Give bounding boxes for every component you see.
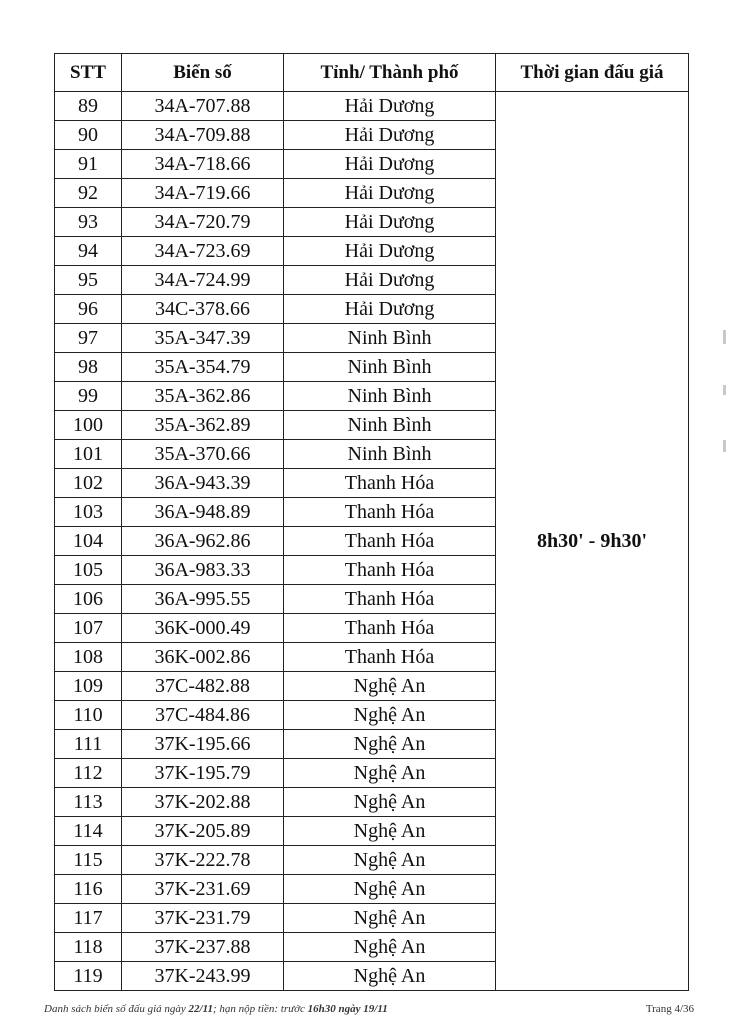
cell-stt: 91 [55,150,122,179]
cell-plate-number: 36K-000.49 [122,614,284,643]
cell-province: Ninh Bình [284,353,496,382]
cell-stt: 105 [55,556,122,585]
cell-province: Hải Dương [284,92,496,121]
cell-province: Nghệ An [284,817,496,846]
cell-plate-number: 37K-195.66 [122,730,284,759]
cell-stt: 92 [55,179,122,208]
cell-plate-number: 36A-948.89 [122,498,284,527]
footer-note-middle: ; hạn nộp tiền: trước [212,1003,308,1015]
cell-stt: 115 [55,846,122,875]
cell-stt: 98 [55,353,122,382]
cell-plate-number: 36A-962.86 [122,527,284,556]
cell-plate-number: 34A-709.88 [122,121,284,150]
cell-stt: 89 [55,92,122,121]
cell-plate-number: 37K-237.88 [122,933,284,962]
cell-plate-number: 37K-243.99 [122,962,284,991]
cell-plate-number: 37K-222.78 [122,846,284,875]
cell-province: Nghệ An [284,672,496,701]
footer-deadline: 16h30 ngày 19/11 [307,1003,388,1015]
cell-province: Hải Dương [284,208,496,237]
cell-province: Thanh Hóa [284,527,496,556]
page-footer [44,1003,694,1021]
cell-stt: 106 [55,585,122,614]
table-body [55,92,689,991]
cell-plate-number: 36A-995.55 [122,585,284,614]
footer-note-prefix: Danh sách biển số đấu giá ngày [44,1003,189,1015]
cell-province: Nghệ An [284,933,496,962]
cell-plate-number: 36K-002.86 [122,643,284,672]
cell-plate-number: 34A-719.66 [122,179,284,208]
header-province: Tỉnh/ Thành phố [284,54,496,92]
auction-time-cell: 8h30' - 9h30' [496,92,689,991]
cell-province: Nghệ An [284,730,496,759]
cell-province: Nghệ An [284,788,496,817]
header-stt: STT [55,54,122,92]
cell-plate-number: 35A-362.86 [122,382,284,411]
cell-plate-number: 34C-378.66 [122,295,284,324]
scan-edge-mark [723,330,726,344]
cell-province: Nghệ An [284,875,496,904]
cell-plate-number: 34A-723.69 [122,237,284,266]
cell-stt: 110 [55,701,122,730]
cell-plate-number: 37C-484.86 [122,701,284,730]
license-plate-table [54,53,689,991]
cell-stt: 107 [55,614,122,643]
cell-plate-number: 37K-205.89 [122,817,284,846]
cell-stt: 116 [55,875,122,904]
cell-province: Thanh Hóa [284,643,496,672]
cell-province: Nghệ An [284,904,496,933]
footer-auction-date: 22/11 [188,1003,213,1015]
cell-plate-number: 35A-370.66 [122,440,284,469]
cell-province: Thanh Hóa [284,614,496,643]
cell-plate-number: 37C-482.88 [122,672,284,701]
cell-stt: 112 [55,759,122,788]
cell-stt: 117 [55,904,122,933]
cell-stt: 103 [55,498,122,527]
header-auction-time: Thời gian đấu giá [496,54,689,92]
cell-province: Hải Dương [284,121,496,150]
cell-plate-number: 37K-231.79 [122,904,284,933]
cell-province: Thanh Hóa [284,469,496,498]
header-plate-number: Biển số [122,54,284,92]
cell-stt: 118 [55,933,122,962]
cell-province: Ninh Bình [284,382,496,411]
cell-stt: 119 [55,962,122,991]
cell-province: Nghệ An [284,701,496,730]
cell-province: Hải Dương [284,150,496,179]
cell-plate-number: 34A-724.99 [122,266,284,295]
cell-plate-number: 34A-720.79 [122,208,284,237]
cell-stt: 101 [55,440,122,469]
cell-stt: 109 [55,672,122,701]
cell-stt: 111 [55,730,122,759]
page-number: Trang 4/36 [645,1003,694,1015]
cell-stt: 108 [55,643,122,672]
cell-plate-number: 37K-231.69 [122,875,284,904]
cell-stt: 97 [55,324,122,353]
cell-province: Hải Dương [284,266,496,295]
cell-plate-number: 36A-943.39 [122,469,284,498]
cell-stt: 90 [55,121,122,150]
cell-plate-number: 37K-202.88 [122,788,284,817]
cell-stt: 104 [55,527,122,556]
scan-edge-mark [723,440,726,452]
cell-province: Nghệ An [284,846,496,875]
cell-stt: 100 [55,411,122,440]
cell-stt: 99 [55,382,122,411]
table-header-row [55,54,689,92]
cell-plate-number: 34A-707.88 [122,92,284,121]
cell-province: Thanh Hóa [284,556,496,585]
cell-province: Nghệ An [284,962,496,991]
cell-stt: 94 [55,237,122,266]
cell-province: Hải Dương [284,295,496,324]
footer-note [44,1003,388,1015]
cell-stt: 102 [55,469,122,498]
cell-province: Thanh Hóa [284,498,496,527]
cell-province: Hải Dương [284,237,496,266]
cell-province: Hải Dương [284,179,496,208]
cell-province: Thanh Hóa [284,585,496,614]
cell-plate-number: 36A-983.33 [122,556,284,585]
cell-plate-number: 37K-195.79 [122,759,284,788]
cell-plate-number: 35A-347.39 [122,324,284,353]
table-row [55,92,689,121]
cell-plate-number: 35A-354.79 [122,353,284,382]
cell-plate-number: 35A-362.89 [122,411,284,440]
cell-stt: 96 [55,295,122,324]
cell-province: Ninh Bình [284,440,496,469]
cell-plate-number: 34A-718.66 [122,150,284,179]
cell-province: Ninh Bình [284,324,496,353]
cell-stt: 114 [55,817,122,846]
cell-stt: 95 [55,266,122,295]
cell-stt: 113 [55,788,122,817]
cell-stt: 93 [55,208,122,237]
scan-edge-mark [723,385,726,395]
cell-province: Nghệ An [284,759,496,788]
cell-province: Ninh Bình [284,411,496,440]
